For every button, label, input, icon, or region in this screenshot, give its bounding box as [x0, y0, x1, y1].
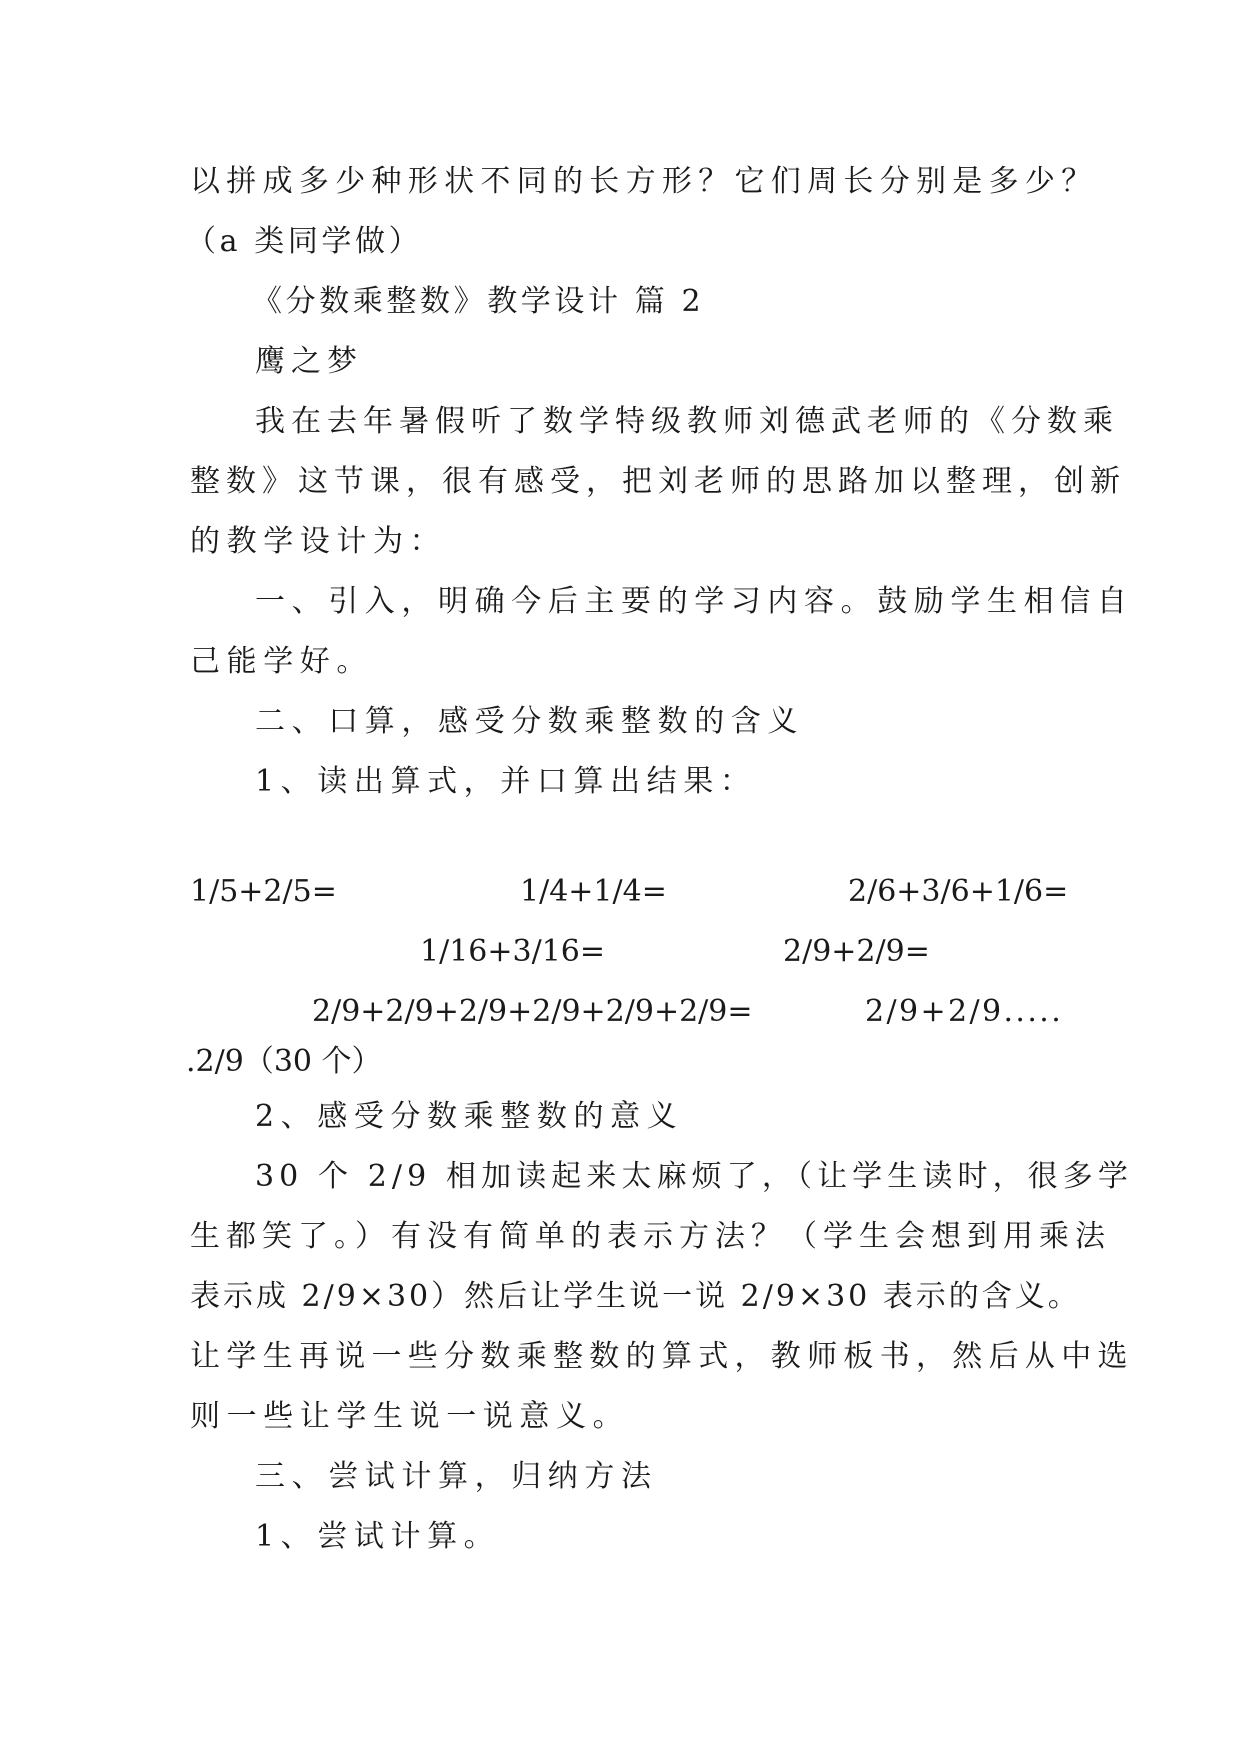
paragraph-line: 30 个 2/9 相加读起来太麻烦了，（让学生读时，很多学	[255, 1159, 1133, 1194]
paragraph-line: 己能学好。	[190, 644, 373, 679]
author-name: 鹰之梦	[255, 344, 363, 379]
paragraph-line: 表示成 2/9×30）然后让学生说一说 2/9×30 表示的含义。	[190, 1279, 1081, 1314]
equation: 2/9+2/9.....	[865, 994, 1064, 1029]
list-item: 2、感受分数乘整数的意义	[255, 1099, 684, 1134]
paragraph-line: 以拼成多少种形状不同的长方形？它们周长分别是多少？	[190, 164, 1098, 199]
equation: 2/9+2/9+2/9+2/9+2/9+2/9=	[312, 994, 753, 1029]
subsection-heading: 三、尝试计算，归纳方法	[255, 1459, 658, 1494]
equation: 1/16+3/16=	[420, 934, 606, 969]
equation: .2/9（30 个）	[186, 1044, 382, 1079]
paragraph-line: 的教学设计为：	[190, 524, 447, 559]
paragraph-line: 我在去年暑假听了数学特级教师刘德武老师的《分数乘	[255, 404, 1119, 439]
section-heading: 《分数乘整数》教学设计 篇 2	[252, 284, 705, 319]
list-item: 1、尝试计算。	[255, 1519, 501, 1554]
paragraph-line: 整数》这节课，很有感受，把刘老师的思路加以整理，创新	[190, 464, 1126, 499]
paragraph-line: 则一些让学生说一说意义。	[190, 1399, 630, 1434]
subsection-heading: 二、口算，感受分数乘整数的含义	[255, 704, 804, 739]
paragraph-line: 让学生再说一些分数乘整数的算式，教师板书，然后从中选	[190, 1339, 1134, 1374]
equation: 2/6+3/6+1/6=	[848, 874, 1069, 909]
paragraph-line: （a 类同学做）	[186, 224, 423, 259]
equation: 1/4+1/4=	[520, 874, 667, 909]
equation: 2/9+2/9=	[783, 934, 930, 969]
list-item: 1、读出算式，并口算出结果：	[255, 764, 757, 799]
paragraph-line: 生都笑了。）有没有简单的表示方法？（学生会想到用乘法	[190, 1219, 1111, 1254]
paragraph-line: 一、引入，明确今后主要的学习内容。鼓励学生相信自	[255, 584, 1134, 619]
equation: 1/5+2/5=	[190, 874, 337, 909]
